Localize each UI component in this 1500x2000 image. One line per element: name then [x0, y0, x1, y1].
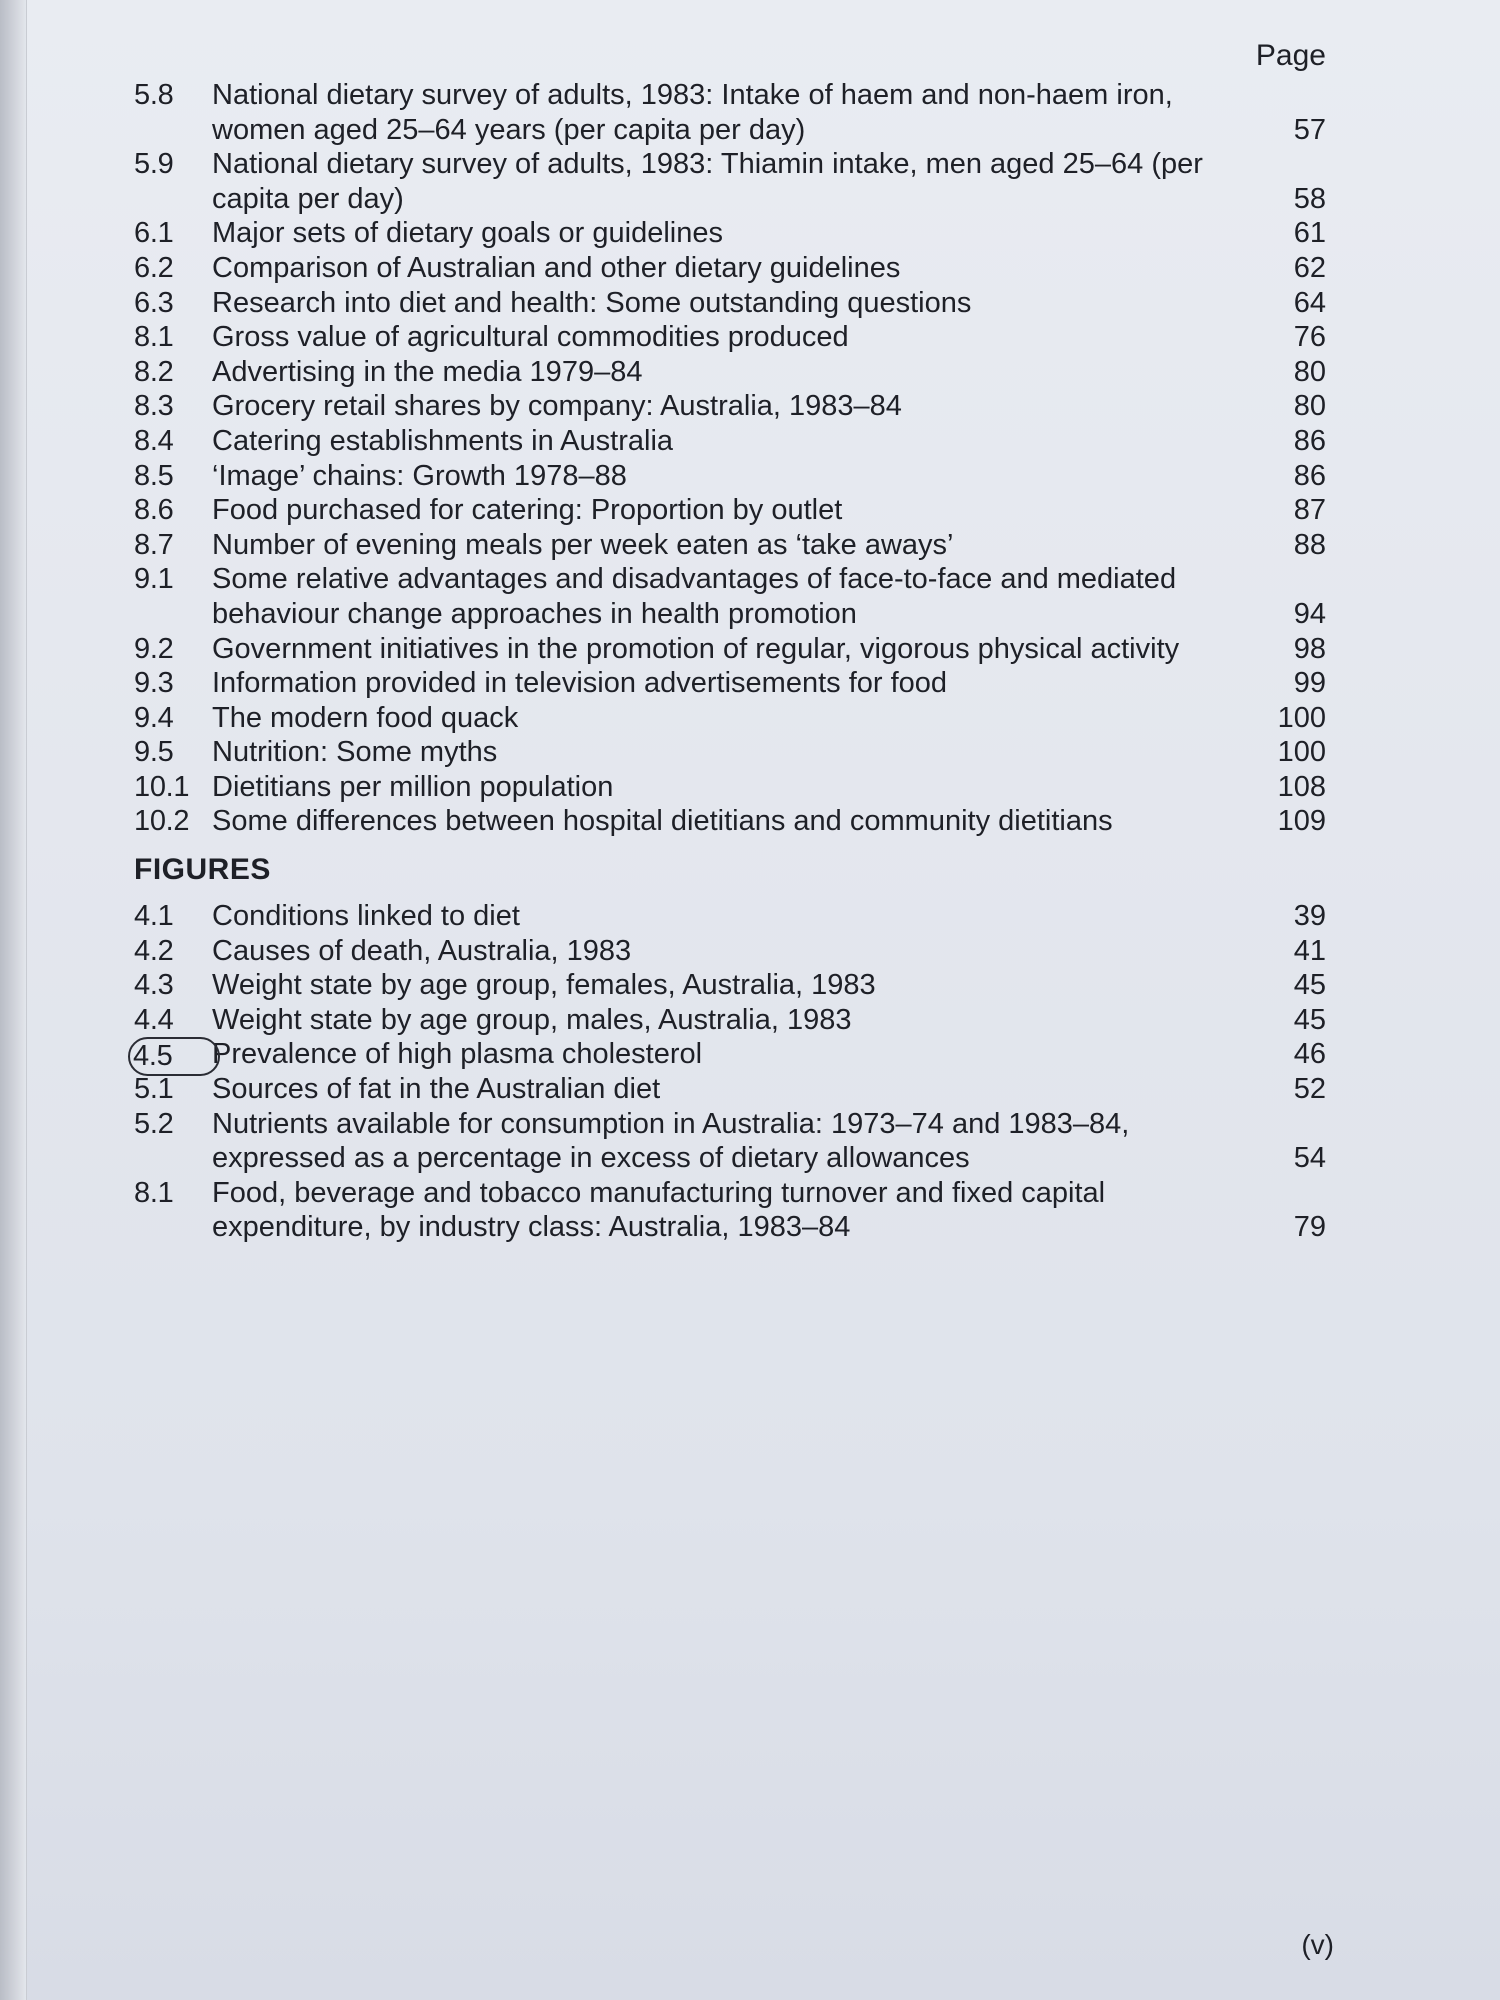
entry-title: Nutrition: Some myths [212, 736, 498, 769]
entry-number: 9.2 [134, 632, 174, 665]
entry-number: 6.3 [134, 286, 174, 319]
entry-page-number: 54 [1293, 1142, 1326, 1175]
entry-title: Number of evening meals per week eaten as ‘take aways’ [212, 528, 954, 561]
table-entry [134, 666, 1326, 701]
entry-title: National dietary survey of adults, 1983: Intake of haem and non-haem iron, women aged 25–64 years (per capita per day) [212, 79, 1173, 146]
entry-page-number: 57 [1293, 113, 1326, 146]
figure-entry [134, 1176, 1326, 1245]
entry-title: Nutrients available for consumption in Australia: 1973–74 and 1983–84, expressed as a percentage in excess of dietary allowances [212, 1107, 1130, 1175]
table-entry [134, 701, 1326, 736]
entry-number: 4.1 [134, 900, 174, 933]
entry-number: 8.6 [134, 494, 174, 527]
entry-page-number: 61 [1293, 217, 1326, 250]
entry-number: 8.5 [134, 459, 174, 492]
entry-number: 9.1 [134, 563, 174, 596]
entry-title: Food purchased for catering: Proportion by outlet [212, 494, 843, 527]
entry-title: Weight state by age group, females, Australia, 1983 [212, 969, 876, 1002]
entry-number: 9.4 [134, 701, 174, 734]
table-entry [134, 78, 1326, 147]
entry-page-number: 45 [1293, 1003, 1326, 1036]
entry-page-number: 76 [1293, 321, 1326, 354]
entry-number: 8.2 [134, 355, 174, 388]
table-entry [134, 286, 1326, 321]
entry-page-number: 46 [1293, 1038, 1326, 1071]
entry-title: Grocery retail shares by company: Australia, 1983–84 [212, 390, 902, 423]
entry-page-number: 86 [1293, 424, 1326, 457]
entry-title: Food, beverage and tobacco manufacturing turnover and fixed capital expenditure, by industry class: Australia, 1983–84 [212, 1176, 1106, 1244]
entry-page-number: 79 [1293, 1211, 1326, 1244]
entry-page-number: 100 [1277, 701, 1326, 734]
entry-title: Conditions linked to diet [212, 900, 520, 933]
entry-number: 10.2 [134, 805, 190, 838]
entry-number: 8.7 [134, 528, 174, 561]
entry-title: Weight state by age group, males, Australia, 1983 [212, 1003, 852, 1036]
entry-title: Major sets of dietary goals or guidelines [212, 217, 723, 250]
contents-list [134, 78, 1326, 1245]
entry-number: 4.5 [128, 1037, 220, 1076]
entry-number: 8.1 [134, 321, 174, 354]
entry-page-number: 109 [1277, 805, 1326, 838]
entry-title: Prevalence of high plasma cholesterol [212, 1038, 703, 1071]
table-entry [134, 147, 1326, 216]
entry-page-number: 98 [1293, 632, 1326, 665]
entry-title: Information provided in television advertisements for food [212, 667, 948, 700]
entry-number: 8.4 [134, 424, 174, 457]
entry-title: Advertising in the media 1979–84 [212, 355, 643, 388]
figure-entry [134, 1003, 1326, 1038]
entry-title: The modern food quack [212, 701, 519, 734]
figure-entry [134, 934, 1326, 969]
entry-page-number: 80 [1293, 390, 1326, 423]
entry-page-number: 80 [1293, 355, 1326, 388]
book-gutter [0, 0, 27, 2000]
entry-number: 4.2 [134, 934, 174, 967]
table-entry [134, 320, 1326, 355]
entry-title: Government initiatives in the promotion of regular, vigorous physical activity [212, 632, 1180, 665]
entry-title: Sources of fat in the Australian diet [212, 1073, 661, 1106]
table-entry [134, 735, 1326, 770]
figures-list [134, 899, 1326, 1245]
entry-number: 4.4 [134, 1003, 174, 1036]
entry-page-number: 41 [1293, 934, 1326, 967]
entry-number: 6.2 [134, 251, 174, 284]
entry-title: Causes of death, Australia, 1983 [212, 934, 632, 967]
entry-title: National dietary survey of adults, 1983: Thiamin intake, men aged 25–64 (per capita per day) [212, 148, 1203, 215]
entry-page-number: 99 [1293, 667, 1326, 700]
table-entry [134, 528, 1326, 563]
figures-heading: FIGURES [134, 853, 271, 887]
entry-page-number: 108 [1277, 770, 1326, 803]
entry-page-number: 62 [1293, 251, 1326, 284]
entry-number: 9.3 [134, 667, 174, 700]
entry-page-number: 39 [1293, 900, 1326, 933]
tables-list [134, 78, 1326, 839]
entry-title: Some differences between hospital dietitians and community dietitians [212, 805, 1113, 838]
table-entry [134, 632, 1326, 667]
contents-page [134, 36, 1334, 1966]
table-entry [134, 493, 1326, 528]
figure-entry [134, 1037, 1326, 1072]
entry-title: Research into diet and health: Some outstanding questions [212, 286, 972, 319]
entry-number: 5.9 [134, 148, 174, 181]
table-entry [134, 355, 1326, 390]
entry-number: 5.1 [134, 1073, 174, 1106]
entry-number: 9.5 [134, 736, 174, 769]
entry-page-number: 52 [1293, 1073, 1326, 1106]
entry-page-number: 58 [1293, 182, 1326, 215]
entry-page-number: 86 [1293, 459, 1326, 492]
entry-title: ‘Image’ chains: Growth 1978–88 [212, 459, 627, 492]
table-entry [134, 216, 1326, 251]
figure-entry [134, 968, 1326, 1003]
entry-page-number: 100 [1277, 736, 1326, 769]
figure-entry [134, 1072, 1326, 1107]
figure-entry [134, 899, 1326, 934]
entry-page-number: 64 [1293, 286, 1326, 319]
entry-title: Dietitians per million population [212, 770, 614, 803]
table-entry [134, 389, 1326, 424]
figure-entry [134, 1107, 1326, 1176]
entry-number: 5.8 [134, 79, 174, 111]
table-entry [134, 459, 1326, 494]
entry-number: 10.1 [134, 770, 190, 803]
entry-number: 5.2 [134, 1107, 174, 1140]
table-entry [134, 251, 1326, 286]
entry-title: Some relative advantages and disadvantages of face-to-face and mediated behaviour change approaches in health promotion [212, 563, 1177, 630]
entry-number: 6.1 [134, 217, 174, 250]
entry-page-number: 45 [1293, 969, 1326, 1002]
table-entry [134, 562, 1326, 631]
entry-number: 4.3 [134, 969, 174, 1002]
entry-page-number: 94 [1293, 597, 1326, 630]
table-entry [134, 804, 1326, 839]
table-entry [134, 770, 1326, 805]
entry-page-number: 87 [1293, 494, 1326, 527]
entry-number: 8.3 [134, 390, 174, 423]
entry-number: 8.1 [134, 1176, 174, 1209]
entry-page-number: 88 [1293, 528, 1326, 561]
entry-title: Catering establishments in Australia [212, 424, 674, 457]
page-folio: (v) [1301, 1929, 1334, 1960]
table-entry [134, 424, 1326, 459]
entry-title: Comparison of Australian and other dietary guidelines [212, 251, 901, 284]
page-column-heading: Page [1255, 39, 1326, 72]
entry-title: Gross value of agricultural commodities produced [212, 321, 849, 354]
